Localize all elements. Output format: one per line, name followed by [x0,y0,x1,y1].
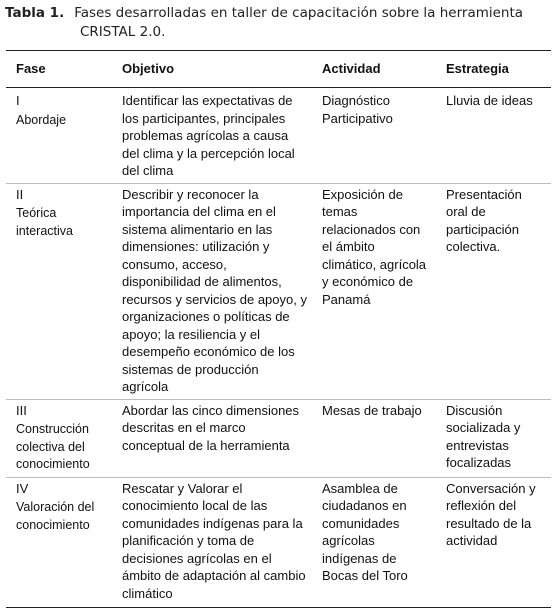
cell-objetivo: Describir y reconocer la importancia del clima en el sistema alimentario en las dimensiones: utilización y consumo, acceso, disponibilidad de alimentos, recursos y servicios de apoyo, y organizaciones o políticas de apoyo; la resiliencia y el desempeño económico de los sistemas de producción agrícola [112,183,312,399]
cell-estrategia: Presentación oral de participación colectiva. [436,183,551,399]
table-caption [5,4,550,42]
cell-objetivo: Identificar las expectativas de los participantes, principales problemas agrícolas a causa del clima y la percepción local del clima [122,93,295,178]
cell-estrategia: Conversación y reflexión del resultado de la actividad [436,477,551,605]
table-row [6,183,551,399]
header-estrategia: Estrategia [446,61,509,77]
cell-actividad: Asamblea de ciudadanos en comunidades agrícolas indígenas de Bocas del Toro [312,477,436,605]
cell-fase [6,183,112,399]
table-row [6,477,551,605]
cell-fase [6,477,112,605]
cell-fase [6,399,112,477]
header-fase: Fase [16,61,46,77]
fase-number: IV [16,480,29,496]
header-objetivo: Objetivo [122,61,175,77]
fase-number: I [16,93,20,108]
table-row [6,87,551,183]
cell-actividad: Exposición de temas relacionados con el ámbito climático, agrícola y económico de Panamá [312,183,436,399]
fase-number: III [16,402,27,418]
fase-name: Valoración del conocimiento [16,500,95,532]
cell-estrategia: Discusión socializada y entrevistas focalizadas [436,399,551,477]
cell-estrategia: Lluvia de ideas [446,93,533,108]
fase-name: Construcción colectiva del conocimiento [16,422,90,471]
fase-number: II [16,186,24,202]
cell-actividad: Mesas de trabajo [312,399,436,477]
header-row [6,51,551,87]
cell-actividad: Diagnóstico Participativo [322,93,393,126]
caption-title-line-2: CRISTAL 2.0. [80,24,166,40]
cell-objetivo: Abordar las cinco dimensiones descritas en el marco conceptual de la herramienta [112,399,312,477]
table-row [6,399,551,477]
fase-name: Teórica interactiva [16,206,73,238]
caption-title-line-1: Fases desarrolladas en taller de capacitación sobre la herramienta [74,5,524,21]
cell-objetivo: Rescatar y Valorar el conocimiento local de las comunidades indígenas para la planificación y toma de decisiones agrícolas en el ámbito de adaptación al cambio climático [112,477,312,605]
table-bottom-rule [6,607,551,608]
cell-fase [6,87,112,183]
header-actividad: Actividad [322,61,381,77]
caption-label: Tabla 1. [5,5,65,21]
phases-table [6,51,551,605]
fase-name: Abordaje [16,112,67,127]
